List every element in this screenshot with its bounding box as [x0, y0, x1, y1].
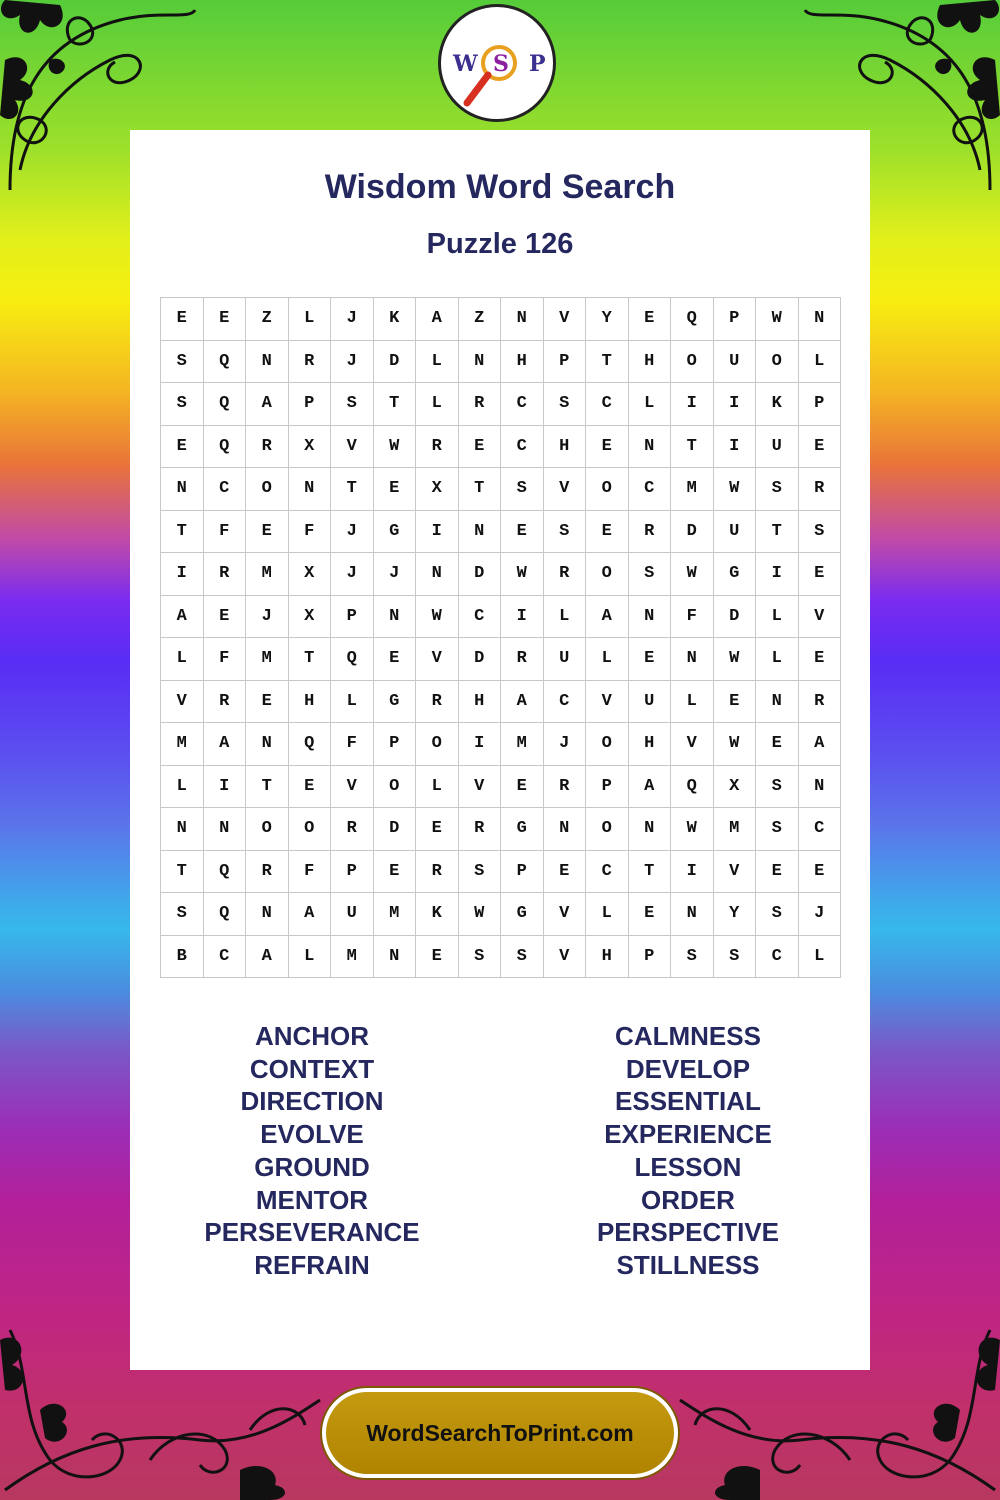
logo-letter-w: W [453, 51, 478, 77]
grid-cell[interactable]: S [161, 341, 204, 384]
grid-cell[interactable]: H [544, 426, 587, 469]
grid-cell[interactable]: E [756, 723, 799, 766]
grid-cell[interactable]: S [331, 383, 374, 426]
grid-cell[interactable]: R [204, 553, 247, 596]
grid-cell[interactable]: N [289, 468, 332, 511]
grid-cell[interactable]: R [331, 808, 374, 851]
grid-cell[interactable]: E [374, 638, 417, 681]
grid-cell[interactable]: R [544, 766, 587, 809]
grid-cell[interactable]: J [799, 893, 842, 936]
grid-cell[interactable]: N [501, 298, 544, 341]
grid-cell[interactable]: B [161, 936, 204, 979]
grid-cell[interactable]: C [756, 936, 799, 979]
grid-cell[interactable]: J [246, 596, 289, 639]
grid-cell[interactable]: V [331, 766, 374, 809]
grid-cell[interactable]: T [246, 766, 289, 809]
grid-cell[interactable]: R [799, 681, 842, 724]
grid-cell[interactable]: N [161, 468, 204, 511]
grid-cell[interactable]: M [246, 553, 289, 596]
word-list-item: EXPERIENCE [604, 1119, 772, 1150]
grid-cell[interactable]: P [544, 341, 587, 384]
grid-cell[interactable]: E [544, 851, 587, 894]
grid-cell[interactable]: A [416, 298, 459, 341]
grid-cell[interactable]: V [544, 298, 587, 341]
grid-cell[interactable]: S [501, 936, 544, 979]
grid-cell[interactable]: D [374, 808, 417, 851]
word-list-item: ANCHOR [254, 1021, 370, 1051]
word-list-item: STILLNESS [616, 1249, 760, 1280]
grid-cell[interactable]: V [586, 681, 629, 724]
grid-cell[interactable]: Q [671, 766, 714, 809]
grid-cell[interactable]: W [374, 426, 417, 469]
grid-cell[interactable]: R [416, 426, 459, 469]
grid-cell[interactable]: I [501, 596, 544, 639]
grid-cell[interactable]: E [161, 426, 204, 469]
grid-cell[interactable]: F [671, 596, 714, 639]
grid-cell[interactable]: V [459, 766, 502, 809]
grid-cell[interactable]: V [544, 936, 587, 979]
grid-cell[interactable]: E [416, 936, 459, 979]
grid-cell[interactable]: N [629, 426, 672, 469]
grid-cell[interactable]: Q [671, 298, 714, 341]
grid-cell[interactable]: A [204, 723, 247, 766]
grid-cell[interactable]: L [544, 596, 587, 639]
grid-cell[interactable]: R [459, 383, 502, 426]
grid-cell[interactable]: D [374, 341, 417, 384]
grid-cell[interactable]: V [799, 596, 842, 639]
grid-cell[interactable]: L [756, 638, 799, 681]
grid-cell[interactable]: L [416, 383, 459, 426]
grid-cell[interactable]: L [629, 383, 672, 426]
grid-cell[interactable]: I [671, 383, 714, 426]
grid-cell[interactable]: A [629, 766, 672, 809]
grid-cell[interactable]: C [799, 808, 842, 851]
grid-cell[interactable]: L [799, 936, 842, 979]
word-list-item: ORDER [641, 1184, 735, 1215]
grid-cell[interactable]: L [161, 638, 204, 681]
grid-cell[interactable]: U [714, 341, 757, 384]
word-list-item: DIRECTION [240, 1086, 384, 1117]
grid-cell[interactable]: E [501, 511, 544, 554]
grid-cell[interactable]: T [289, 638, 332, 681]
grid-cell[interactable]: C [459, 596, 502, 639]
grid-cell[interactable]: I [671, 851, 714, 894]
grid-cell[interactable]: G [501, 893, 544, 936]
website-link-button[interactable] [322, 1388, 678, 1478]
grid-cell[interactable]: P [374, 723, 417, 766]
grid-cell[interactable]: S [459, 851, 502, 894]
grid-cell[interactable]: S [756, 468, 799, 511]
grid-cell[interactable]: D [459, 553, 502, 596]
grid-cell[interactable]: F [204, 511, 247, 554]
grid-cell[interactable]: A [246, 936, 289, 979]
grid-cell[interactable]: T [586, 341, 629, 384]
grid-cell[interactable]: L [416, 766, 459, 809]
grid-cell[interactable]: I [714, 383, 757, 426]
grid-cell[interactable]: W [714, 723, 757, 766]
grid-cell[interactable]: S [544, 511, 587, 554]
grid-cell[interactable]: S [501, 468, 544, 511]
grid-cell[interactable]: E [799, 553, 842, 596]
grid-cell[interactable]: N [629, 808, 672, 851]
grid-cell[interactable]: N [204, 808, 247, 851]
grid-cell[interactable]: C [204, 936, 247, 979]
grid-cell[interactable]: T [161, 511, 204, 554]
word-list-item: DEVELOP [625, 1053, 751, 1084]
grid-cell[interactable]: H [501, 341, 544, 384]
grid-cell[interactable]: Q [204, 341, 247, 384]
grid-cell[interactable]: C [586, 383, 629, 426]
grid-cell[interactable]: S [459, 936, 502, 979]
grid-cell[interactable]: P [586, 766, 629, 809]
grid-cell[interactable]: N [799, 766, 842, 809]
grid-cell[interactable]: Q [204, 426, 247, 469]
grid-cell[interactable]: E [204, 298, 247, 341]
website-label: WordSearchToPrint.com [366, 1419, 634, 1446]
grid-cell[interactable]: I [756, 553, 799, 596]
grid-cell[interactable]: T [374, 383, 417, 426]
grid-cell[interactable]: L [416, 341, 459, 384]
grid-cell[interactable]: G [501, 808, 544, 851]
grid-cell[interactable]: V [671, 723, 714, 766]
page-title: Wisdom Word Search [324, 168, 676, 206]
grid-cell[interactable]: Q [289, 723, 332, 766]
wsp-logo[interactable] [438, 4, 556, 122]
grid-cell[interactable]: X [289, 426, 332, 469]
word-list-item: CALMNESS [615, 1021, 761, 1051]
grid-cell[interactable]: V [544, 893, 587, 936]
grid-cell[interactable]: W [459, 893, 502, 936]
grid-cell[interactable]: N [416, 553, 459, 596]
grid-cell[interactable]: E [629, 893, 672, 936]
grid-cell[interactable]: O [586, 468, 629, 511]
grid-cell[interactable]: E [204, 596, 247, 639]
grid-cell[interactable]: R [289, 341, 332, 384]
grid-cell[interactable]: J [544, 723, 587, 766]
grid-cell[interactable]: K [416, 893, 459, 936]
grid-cell[interactable]: O [246, 468, 289, 511]
grid-cell[interactable]: T [331, 468, 374, 511]
grid-cell[interactable]: M [374, 893, 417, 936]
grid-cell[interactable]: M [246, 638, 289, 681]
grid-cell[interactable]: E [629, 298, 672, 341]
grid-cell[interactable]: S [161, 383, 204, 426]
grid-cell[interactable]: E [374, 851, 417, 894]
puzzle-number: Puzzle 126 [426, 228, 574, 260]
grid-cell[interactable]: O [586, 553, 629, 596]
grid-cell[interactable]: S [161, 893, 204, 936]
grid-cell[interactable]: F [331, 723, 374, 766]
grid-cell[interactable]: A [161, 596, 204, 639]
grid-cell[interactable]: Y [586, 298, 629, 341]
grid-cell[interactable]: N [374, 596, 417, 639]
word-list-item: PERSPECTIVE [596, 1217, 780, 1248]
grid-cell[interactable]: I [204, 766, 247, 809]
grid-cell[interactable]: Q [204, 851, 247, 894]
grid-cell[interactable]: S [799, 511, 842, 554]
grid-cell[interactable]: E [799, 851, 842, 894]
grid-cell[interactable]: R [204, 681, 247, 724]
grid-cell[interactable]: R [501, 638, 544, 681]
grid-cell[interactable]: J [331, 553, 374, 596]
grid-cell[interactable]: C [501, 383, 544, 426]
grid-cell[interactable]: R [246, 426, 289, 469]
grid-cell[interactable]: A [586, 596, 629, 639]
grid-cell[interactable]: U [331, 893, 374, 936]
grid-cell[interactable]: E [289, 766, 332, 809]
word-list-item: EVOLVE [260, 1119, 364, 1150]
grid-cell[interactable]: N [246, 341, 289, 384]
grid-cell[interactable]: O [756, 341, 799, 384]
grid-cell[interactable]: S [756, 808, 799, 851]
grid-cell[interactable]: R [459, 808, 502, 851]
grid-cell[interactable]: O [289, 808, 332, 851]
grid-cell[interactable]: E [416, 808, 459, 851]
grid-cell[interactable]: M [714, 808, 757, 851]
grid-cell[interactable]: P [629, 936, 672, 979]
grid-cell[interactable]: N [246, 893, 289, 936]
grid-cell[interactable]: S [629, 553, 672, 596]
grid-cell[interactable]: J [331, 298, 374, 341]
grid-cell[interactable]: X [289, 596, 332, 639]
grid-cell[interactable]: I [161, 553, 204, 596]
grid-cell[interactable]: J [331, 341, 374, 384]
grid-cell[interactable]: L [586, 638, 629, 681]
grid-cell[interactable]: N [544, 808, 587, 851]
grid-cell[interactable]: E [374, 468, 417, 511]
word-list-item: REFRAIN [254, 1249, 370, 1280]
grid-cell[interactable]: H [629, 341, 672, 384]
grid-cell[interactable]: O [586, 808, 629, 851]
grid-cell[interactable]: U [756, 426, 799, 469]
grid-cell[interactable]: S [544, 383, 587, 426]
grid-cell[interactable]: G [374, 681, 417, 724]
grid-cell[interactable]: O [586, 723, 629, 766]
grid-cell[interactable]: N [799, 298, 842, 341]
grid-cell[interactable]: E [246, 681, 289, 724]
grid-cell[interactable]: S [756, 766, 799, 809]
grid-cell[interactable]: A [501, 681, 544, 724]
grid-cell[interactable]: X [289, 553, 332, 596]
grid-cell[interactable]: L [799, 341, 842, 384]
puzzle-sheet [130, 130, 870, 1370]
grid-cell[interactable]: W [714, 468, 757, 511]
grid-cell[interactable]: C [204, 468, 247, 511]
grid-cell[interactable]: I [416, 511, 459, 554]
grid-cell[interactable]: P [331, 851, 374, 894]
grid-cell[interactable]: E [799, 638, 842, 681]
logo-letter-s: S [493, 51, 509, 77]
grid-cell[interactable]: V [714, 851, 757, 894]
grid-cell[interactable]: N [671, 638, 714, 681]
grid-cell[interactable]: C [629, 468, 672, 511]
grid-cell[interactable]: W [756, 298, 799, 341]
grid-cell[interactable]: K [756, 383, 799, 426]
grid-cell[interactable]: C [544, 681, 587, 724]
grid-cell[interactable]: V [161, 681, 204, 724]
grid-cell[interactable]: T [161, 851, 204, 894]
word-list-item: CONTEXT [249, 1053, 375, 1084]
grid-cell[interactable]: D [459, 638, 502, 681]
letter-grid [160, 297, 841, 978]
grid-cell[interactable]: C [586, 851, 629, 894]
grid-cell[interactable]: P [501, 851, 544, 894]
grid-cell[interactable]: T [629, 851, 672, 894]
grid-cell[interactable]: D [714, 596, 757, 639]
grid-cell[interactable]: O [416, 723, 459, 766]
grid-cell[interactable]: C [501, 426, 544, 469]
grid-cell[interactable]: J [331, 511, 374, 554]
grid-cell[interactable]: N [671, 893, 714, 936]
grid-cell[interactable]: N [459, 341, 502, 384]
grid-cell[interactable]: S [671, 936, 714, 979]
grid-cell[interactable]: L [756, 596, 799, 639]
grid-cell[interactable]: K [374, 298, 417, 341]
grid-cell[interactable]: T [671, 426, 714, 469]
grid-cell[interactable]: F [289, 851, 332, 894]
grid-cell[interactable]: L [331, 681, 374, 724]
grid-cell[interactable]: O [374, 766, 417, 809]
grid-cell[interactable]: N [161, 808, 204, 851]
grid-cell[interactable]: P [289, 383, 332, 426]
word-list-right-column [518, 1020, 858, 1282]
grid-cell[interactable]: D [671, 511, 714, 554]
grid-cell[interactable]: P [714, 298, 757, 341]
grid-cell[interactable]: Q [204, 383, 247, 426]
grid-cell[interactable]: H [586, 936, 629, 979]
grid-cell[interactable]: Y [714, 893, 757, 936]
grid-cell[interactable]: N [246, 723, 289, 766]
grid-cell[interactable]: N [459, 511, 502, 554]
grid-cell[interactable]: L [671, 681, 714, 724]
grid-cell[interactable]: U [629, 681, 672, 724]
grid-cell[interactable]: Q [204, 893, 247, 936]
grid-cell[interactable]: R [246, 851, 289, 894]
grid-cell[interactable]: N [756, 681, 799, 724]
grid-cell[interactable]: L [586, 893, 629, 936]
grid-cell[interactable]: F [204, 638, 247, 681]
grid-cell[interactable]: F [289, 511, 332, 554]
grid-cell[interactable]: T [459, 468, 502, 511]
grid-cell[interactable]: O [671, 341, 714, 384]
grid-cell[interactable]: E [246, 511, 289, 554]
grid-cell[interactable]: N [629, 596, 672, 639]
word-list-left-column [142, 1020, 482, 1282]
grid-cell[interactable]: E [799, 426, 842, 469]
grid-cell[interactable]: E [756, 851, 799, 894]
word-list-item: GROUND [254, 1151, 370, 1182]
word-list-item: ESSENTIAL [615, 1086, 761, 1117]
grid-cell[interactable]: R [799, 468, 842, 511]
grid-cell[interactable]: E [629, 638, 672, 681]
word-list-item: MENTOR [255, 1184, 369, 1215]
grid-cell[interactable]: O [246, 808, 289, 851]
grid-cell[interactable]: E [586, 426, 629, 469]
grid-cell[interactable]: U [544, 638, 587, 681]
grid-cell[interactable]: G [714, 553, 757, 596]
grid-cell[interactable]: U [714, 511, 757, 554]
grid-cell[interactable]: W [416, 596, 459, 639]
grid-cell[interactable]: P [799, 383, 842, 426]
grid-cell[interactable]: X [416, 468, 459, 511]
word-list-item: PERSEVERANCE [204, 1217, 420, 1248]
grid-cell[interactable]: I [459, 723, 502, 766]
grid-cell[interactable]: E [161, 298, 204, 341]
grid-cell[interactable]: L [289, 298, 332, 341]
grid-cell[interactable]: N [374, 936, 417, 979]
grid-cell[interactable]: G [374, 511, 417, 554]
grid-cell[interactable]: A [246, 383, 289, 426]
grid-cell[interactable]: T [756, 511, 799, 554]
grid-cell[interactable]: M [671, 468, 714, 511]
grid-cell[interactable]: E [714, 681, 757, 724]
grid-cell[interactable]: R [544, 553, 587, 596]
grid-cell[interactable]: V [416, 638, 459, 681]
word-list-item: LESSON [634, 1151, 742, 1182]
grid-cell[interactable]: E [459, 426, 502, 469]
grid-cell[interactable]: H [459, 681, 502, 724]
grid-cell[interactable]: E [501, 766, 544, 809]
grid-cell[interactable]: M [331, 936, 374, 979]
grid-cell[interactable]: L [289, 936, 332, 979]
grid-cell[interactable]: Q [331, 638, 374, 681]
grid-cell[interactable]: Z [459, 298, 502, 341]
grid-cell[interactable]: L [161, 766, 204, 809]
grid-cell[interactable]: M [501, 723, 544, 766]
grid-cell[interactable]: S [756, 893, 799, 936]
grid-cell[interactable]: X [714, 766, 757, 809]
grid-cell[interactable]: A [799, 723, 842, 766]
grid-cell[interactable]: S [714, 936, 757, 979]
grid-cell[interactable]: I [714, 426, 757, 469]
grid-cell[interactable]: H [629, 723, 672, 766]
grid-cell[interactable]: R [416, 851, 459, 894]
grid-cell[interactable]: V [544, 468, 587, 511]
grid-cell[interactable]: E [586, 511, 629, 554]
grid-cell[interactable]: W [671, 808, 714, 851]
grid-cell[interactable]: A [289, 893, 332, 936]
grid-cell[interactable]: M [161, 723, 204, 766]
grid-cell[interactable]: J [374, 553, 417, 596]
grid-cell[interactable]: R [416, 681, 459, 724]
grid-cell[interactable]: H [289, 681, 332, 724]
grid-cell[interactable]: V [331, 426, 374, 469]
grid-cell[interactable]: W [671, 553, 714, 596]
grid-cell[interactable]: R [629, 511, 672, 554]
grid-cell[interactable]: Z [246, 298, 289, 341]
grid-cell[interactable]: W [714, 638, 757, 681]
logo-letter-p: P [529, 51, 546, 77]
grid-cell[interactable]: P [331, 596, 374, 639]
grid-cell[interactable]: W [501, 553, 544, 596]
